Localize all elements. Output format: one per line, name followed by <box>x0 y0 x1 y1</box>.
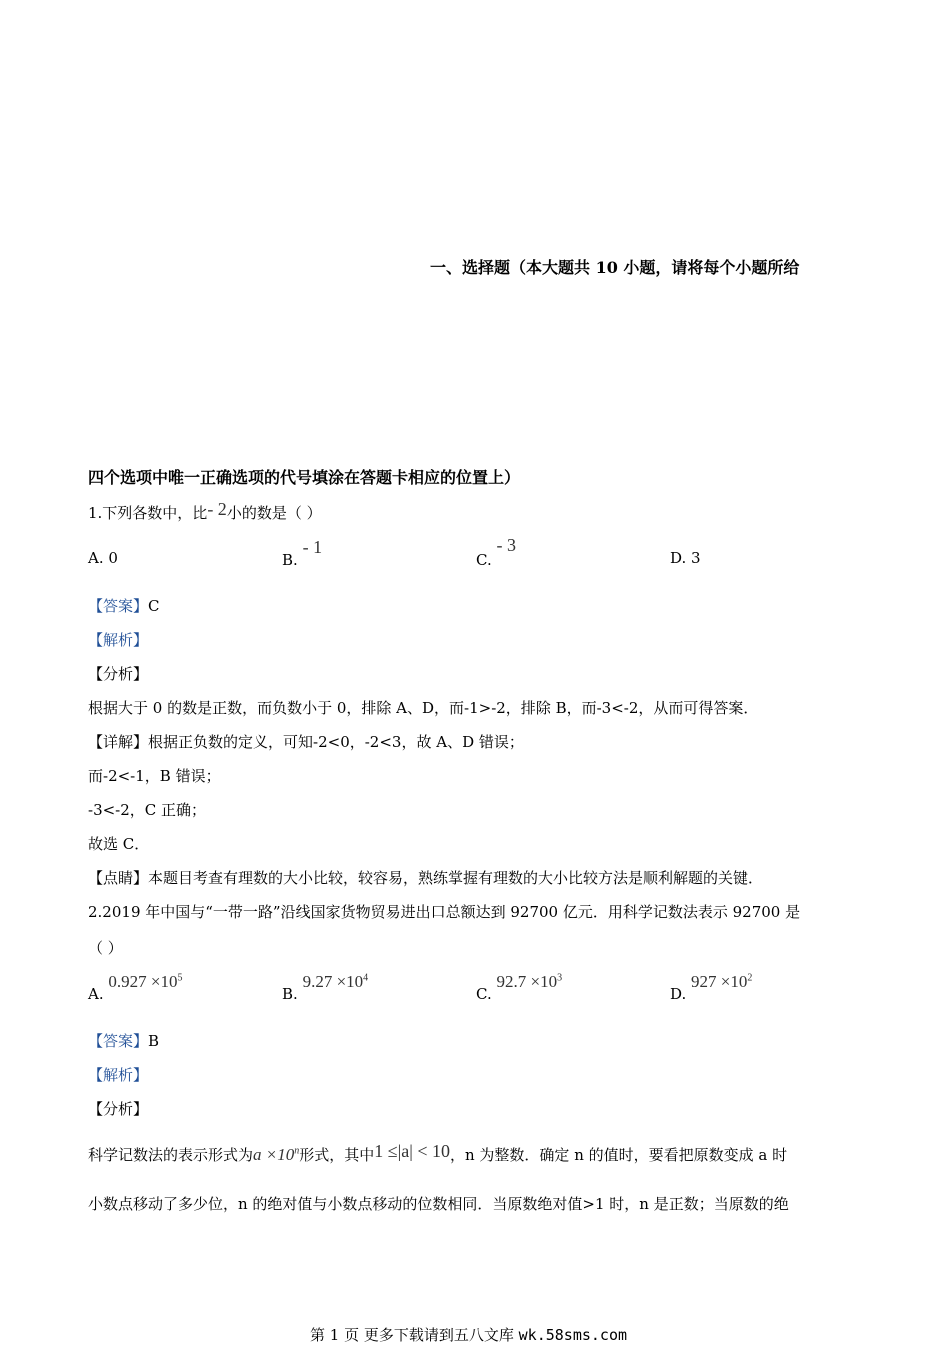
q1-option-b-label: B. <box>282 551 298 569</box>
q1-stem-text: 1.下列各数中，比 <box>88 504 208 522</box>
answer-tag: 【答案】 <box>88 597 149 615</box>
q2-text-b: 形式，其中 <box>299 1146 375 1164</box>
q2-option-a-base: 0.927 ×10 <box>108 972 178 991</box>
q2-option-b-base: 9.27 ×10 <box>302 972 364 991</box>
detail-text: 根据正负数的定义，可知-2<0，-2<3，故 A、D 错误； <box>148 733 524 751</box>
q1-detail-line4: 故选 C． <box>88 835 150 853</box>
q2-option-d-label: D. <box>670 985 687 1003</box>
q1-stem <box>88 499 322 523</box>
q1-option-a: A. 0 <box>88 549 118 567</box>
q1-answer <box>88 595 160 616</box>
dianjing-tag: 【点睛】 <box>88 869 149 887</box>
q1-fenxi-tag: 【分析】 <box>88 665 149 683</box>
q2-option-a-math <box>108 972 182 991</box>
q1-option-b-math: - 1 <box>302 537 323 557</box>
section-heading-line1: 一、选择题（本大题共 10 小题，请将每个小题所给 <box>430 258 800 277</box>
q2-option-a-exp: 5 <box>177 972 183 984</box>
q1-stem-math: - 2 <box>207 499 227 519</box>
q1-option-c-math: - 3 <box>496 535 516 555</box>
footer-site-link[interactable]: wk.58sms.com <box>518 1326 628 1344</box>
q2-option-d-base: 927 ×10 <box>691 972 748 991</box>
q2-stem-line1: 2.2019 年中国与“一带一路”沿线国家货物贸易进出口总额达到 92700 亿元．用科学记数法表示 92700 是 <box>88 903 801 921</box>
q1-detail-line2: 而-2<-1，B 错误； <box>88 767 221 785</box>
q1-option-c <box>476 535 516 570</box>
q1-detail <box>88 731 524 752</box>
footer-text: 第 1 页 更多下载请到五八文库 <box>310 1326 514 1344</box>
q2-option-d-math <box>691 972 752 991</box>
q2-analysis-line2: 小数点移动了多少位，n 的绝对值与小数点移动的位数相同．当原数绝对值>1 时，n 是正数；当原数的绝 <box>88 1195 789 1213</box>
q2-math-range: 1 ≤|a| < 10 <box>374 1141 450 1161</box>
q2-math-a-base: a ×10 <box>253 1145 295 1164</box>
q1-fenxi-text: 根据大于 0 的数是正数，而负数小于 0，排除 A、D，而-1>-2，排除 B，而-3<-2，从而可得答案． <box>88 699 759 717</box>
answer-value: C <box>148 597 160 615</box>
q2-math-a-exp: n <box>294 1145 300 1157</box>
detail-tag: 【详解】 <box>88 733 149 751</box>
analysis-tag: 【解析】 <box>88 631 149 649</box>
q2-option-a-label: A. <box>88 985 104 1003</box>
q2-option-b-label: B. <box>282 985 298 1003</box>
analysis-tag: 【解析】 <box>88 1066 149 1084</box>
q2-answer <box>88 1030 159 1051</box>
q1-option-c-label: C. <box>476 551 492 569</box>
q2-text-c: ，n 为整数．确定 n 的值时，要看把原数变成 a 时 <box>450 1146 788 1164</box>
q2-option-c-math <box>497 972 563 991</box>
q2-option-c-label: C. <box>476 985 492 1003</box>
q2-math-a-notation <box>253 1145 299 1164</box>
q2-stem-line2: （ ） <box>88 939 123 957</box>
section-heading-line2: 四个选项中唯一正确选项的代号填涂在答题卡相应的位置上） <box>88 468 521 487</box>
q2-option-c-base: 92.7 ×10 <box>496 972 558 991</box>
q1-option-d: D. 3 <box>670 549 701 567</box>
q2-text-a: 科学记数法的表示形式为 <box>88 1146 254 1164</box>
q1-stem-text-b: 小的数是（ ） <box>226 504 322 522</box>
q2-option-d-exp: 2 <box>747 972 753 984</box>
page-footer <box>310 1324 627 1345</box>
q2-fenxi-tag: 【分析】 <box>88 1100 149 1118</box>
q2-option-c-exp: 3 <box>557 972 563 984</box>
q2-option-b-exp: 4 <box>363 972 369 984</box>
q1-option-b <box>282 537 323 570</box>
q2-option-b-math <box>303 972 369 991</box>
q1-detail-line3: -3<-2，C 正确； <box>88 801 207 819</box>
q2-analysis-line1 <box>88 1141 788 1165</box>
q1-dianjing <box>88 867 763 888</box>
answer-tag: 【答案】 <box>88 1032 149 1050</box>
dianjing-text: 本题目考查有理数的大小比较，较容易，熟练掌握有理数的大小比较方法是顺利解题的关键． <box>148 869 764 887</box>
answer-value: B <box>148 1032 160 1050</box>
